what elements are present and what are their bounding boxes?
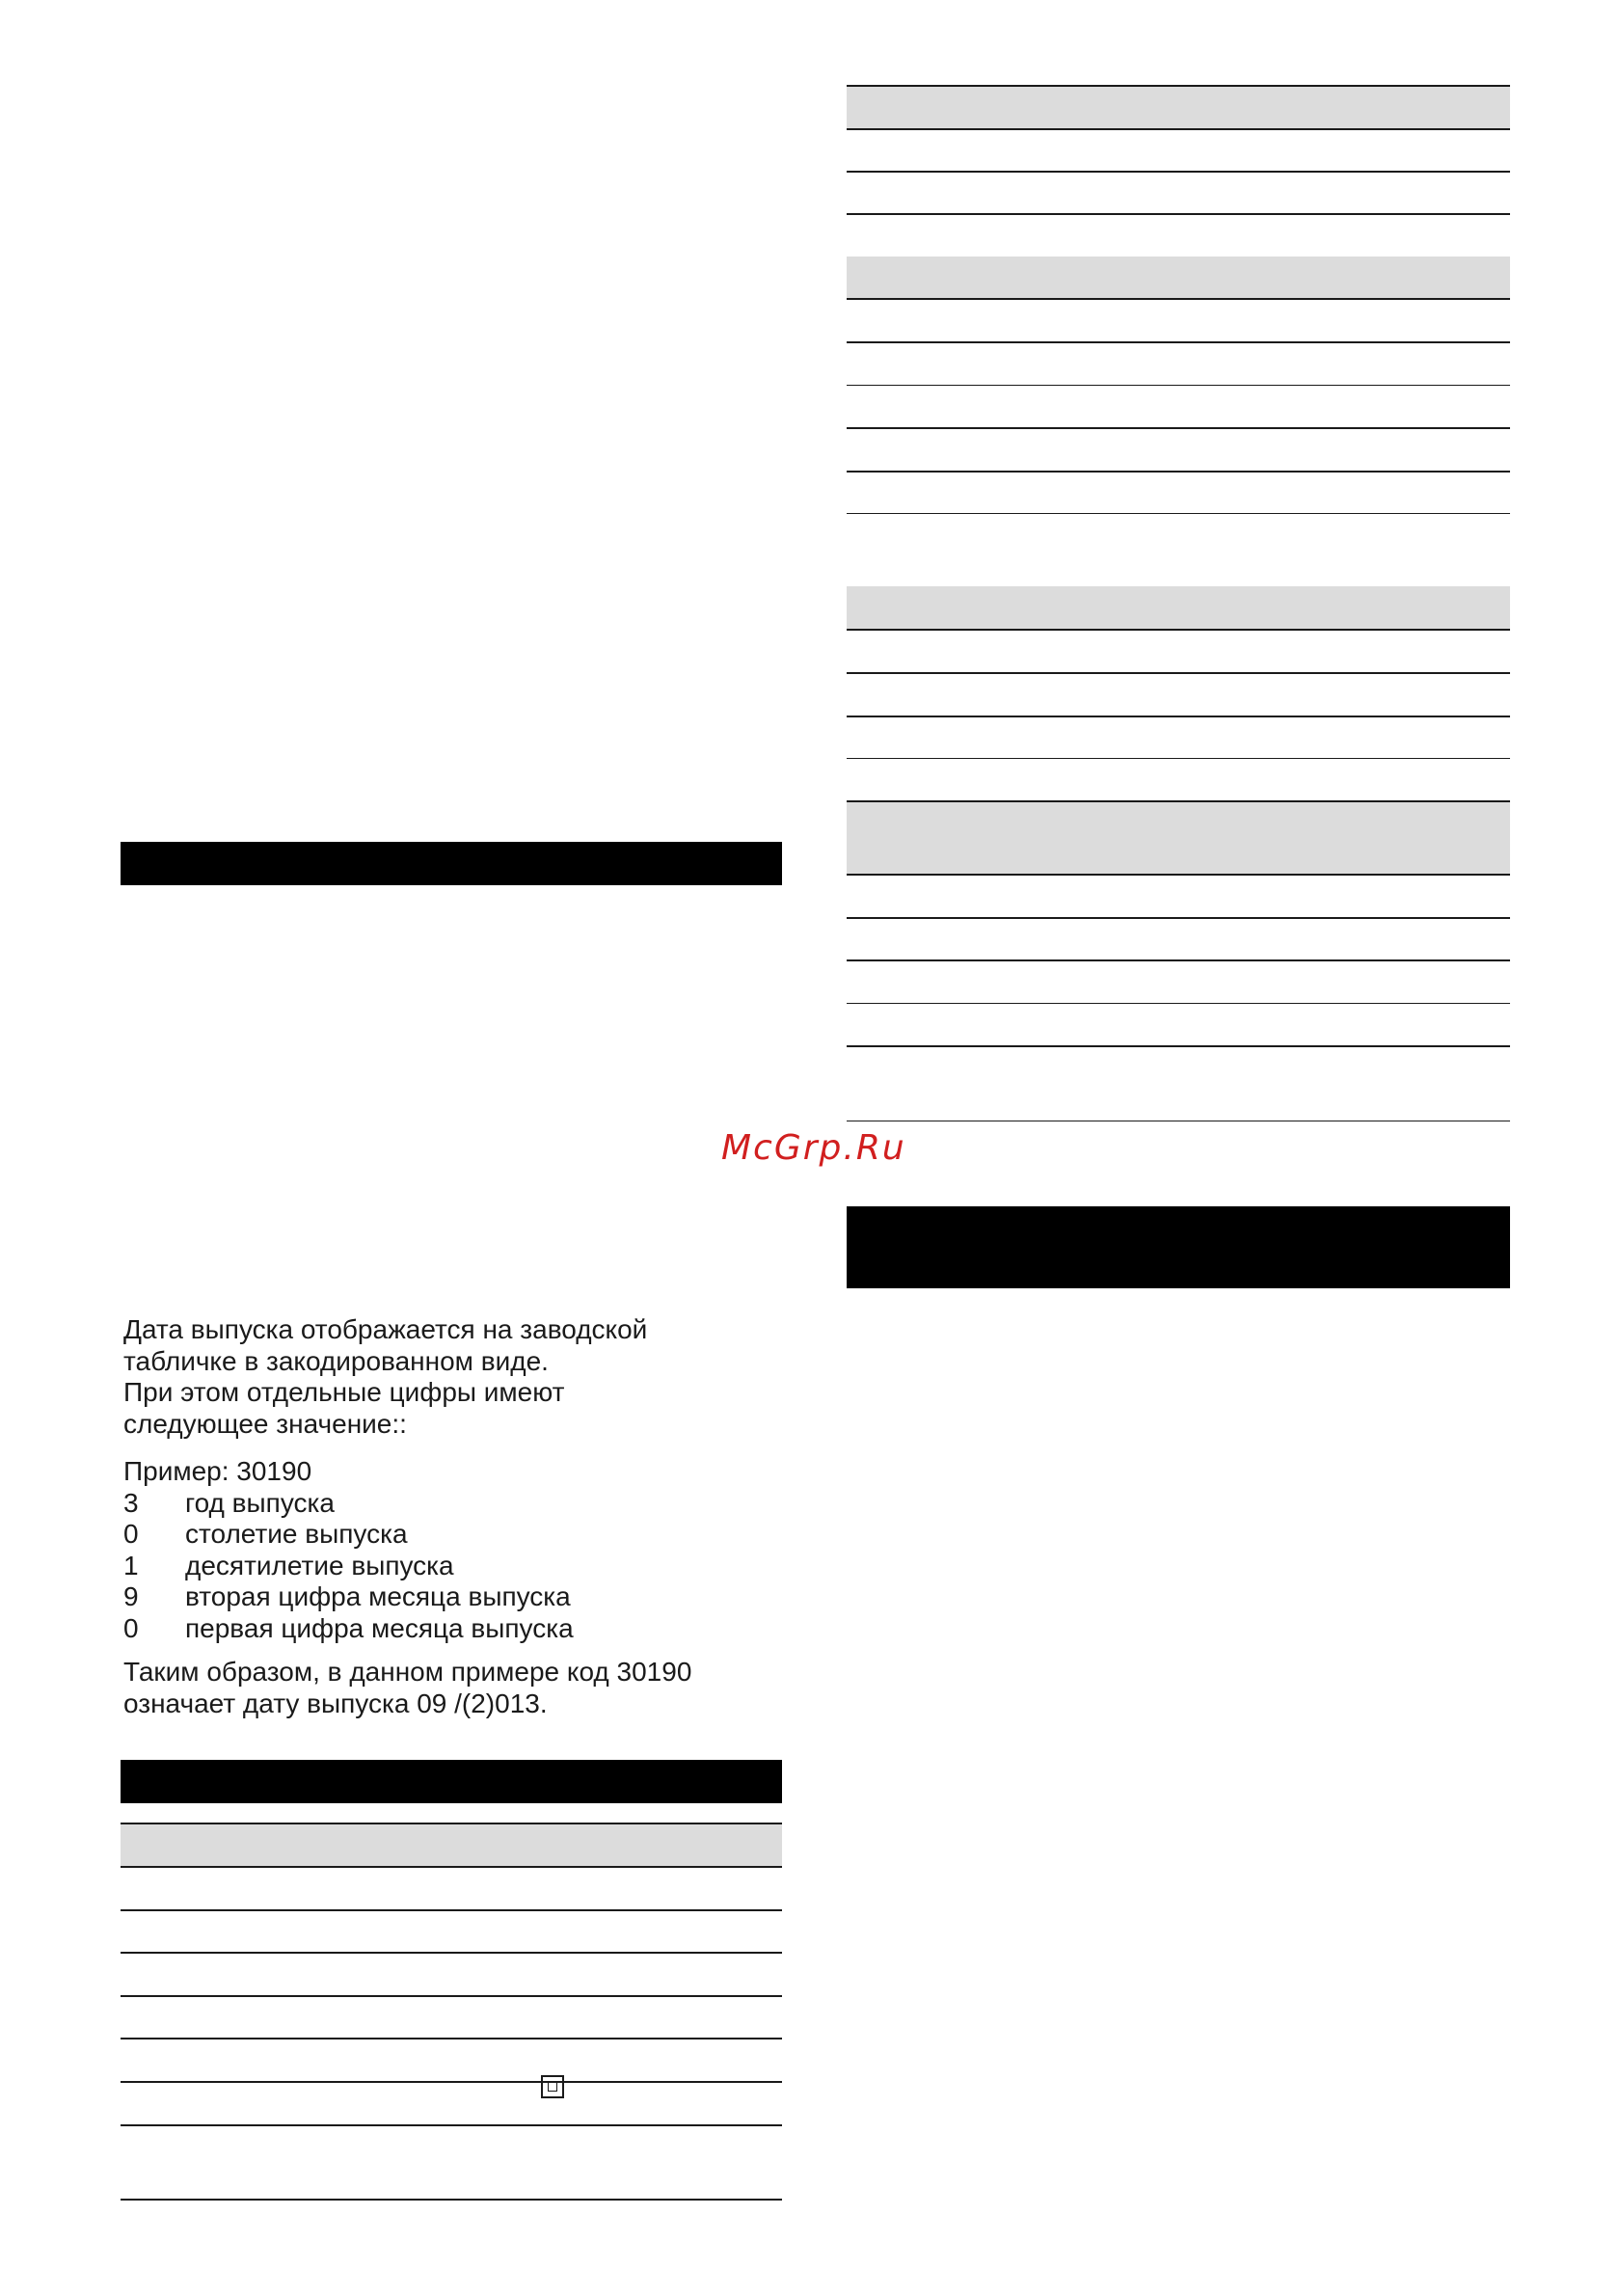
text-line: означает дату выпуска 09 /(2)013. [123,1688,548,1718]
table-rule [847,1003,1510,1004]
code-row [123,1488,779,1520]
code-meaning: столетие выпуска [185,1519,408,1549]
text-line: Таким образом, в данном примере код 30190 [123,1657,692,1687]
table-rule [121,1866,782,1868]
table-rule [121,2038,782,2039]
table-rule [847,1045,1510,1047]
table-rule [121,2081,782,2083]
table-rule [121,2124,782,2126]
table-rule [847,758,1510,759]
code-meaning: год выпуска [185,1487,335,1518]
watermark-text: McGrp.Ru [721,1128,906,1168]
code-digit: 0 [123,1612,139,1643]
code-row [123,1613,779,1645]
table-rule [847,716,1510,717]
date-conclusion [123,1657,779,1719]
section-heading-bar [121,842,782,885]
protection-class-icon [541,2075,564,2098]
code-meaning: десятилетие выпуска [185,1550,454,1580]
table-rule [847,341,1510,343]
section-heading-bar [121,1760,782,1803]
table-rule [847,471,1510,473]
table-header-row [121,1824,782,1866]
text-line: следующее значение:: [123,1408,407,1439]
table-rule [847,917,1510,919]
text-line: Дата выпуска отображается на заводской [123,1314,648,1344]
table-rule [847,427,1510,429]
table-rule [847,513,1510,514]
table-rule [121,1909,782,1911]
code-digit: 9 [123,1581,139,1611]
table-rule [847,128,1510,130]
table-rule [847,959,1510,961]
table-rule [121,2199,782,2201]
table-header-row [847,802,1510,874]
code-digit: 3 [123,1487,139,1518]
table-rule [847,298,1510,300]
text-line: табличке в закодированном виде. [123,1345,549,1376]
table-rule [121,1995,782,1997]
section-heading-bar [847,1206,1510,1288]
table-rule [847,874,1510,876]
date-description [123,1314,779,1440]
example-label: Пример: 30190 [123,1456,312,1486]
table-header-row [847,257,1510,298]
table-rule [847,629,1510,631]
code-row [123,1581,779,1613]
code-example [123,1456,779,1644]
table-rule [847,385,1510,386]
code-row [123,1519,779,1551]
code-row [123,1551,779,1582]
code-digit: 1 [123,1550,139,1580]
table-header-row [847,87,1510,128]
table-rule [847,213,1510,215]
code-digit: 0 [123,1519,139,1549]
table-rule [121,1952,782,1954]
code-meaning: вторая цифра месяца выпуска [185,1581,571,1611]
table-rule [847,672,1510,674]
code-meaning: первая цифра месяца выпуска [185,1612,574,1643]
text-line: При этом отдельные цифры имеют [123,1377,565,1407]
table-rule [847,171,1510,173]
table-header-row [847,586,1510,629]
